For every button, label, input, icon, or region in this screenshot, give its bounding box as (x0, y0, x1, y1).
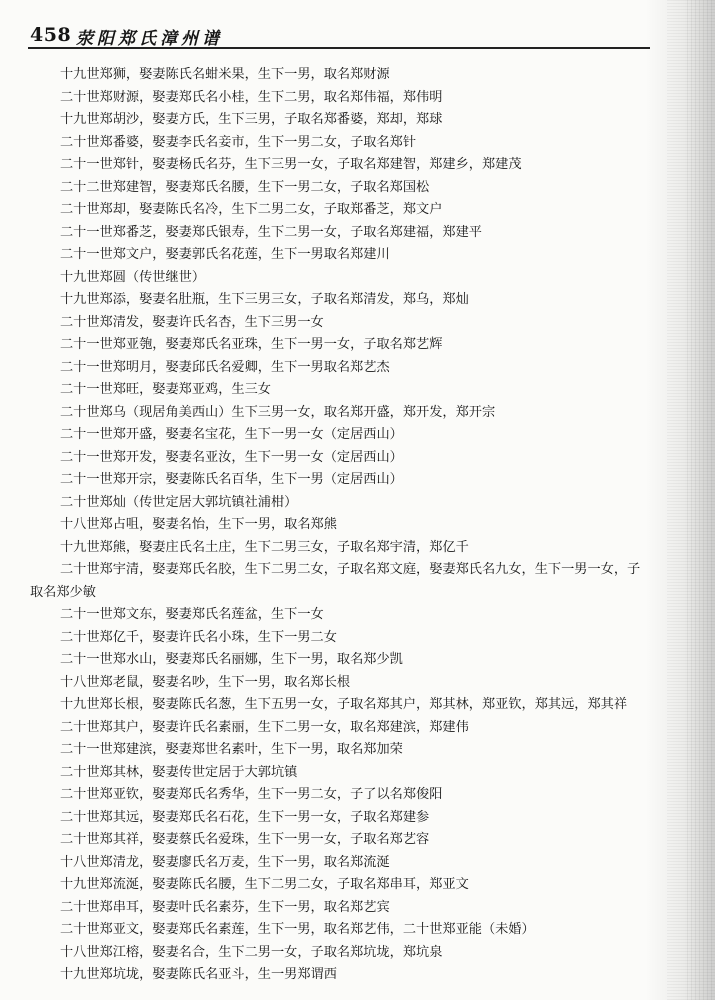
genealogy-entry: 二十世郑灿（传世定居大郭坑镇社浦柑） (60, 494, 298, 510)
genealogy-entry: 二十一世郑针，娶妻杨氏名芬，生下三男一女，子取名郑建智，郑建乡，郑建茂 (60, 157, 522, 172)
genealogy-entry: 二十一世郑文户，娶妻郭氏名花莲，生下一男取名郑建川 (60, 247, 390, 262)
genealogy-entry: 二十一世郑开盛，娶妻名宝花，生下一男一女（定居西山） (60, 427, 403, 442)
genealogy-entry: 十八世郑老鼠，娶妻名吵，生下一男，取名郑长根 (60, 674, 351, 690)
genealogy-entry: 十八世郑占咀，娶妻名怡，生下一男，取名郑熊 (60, 517, 337, 532)
genealogy-entry: 二十一世郑明月，娶妻邱氏名爱卿，生下一男取名郑艺杰 (60, 359, 390, 375)
header-rule (28, 47, 650, 49)
genealogy-entry: 二十世郑串耳，娶妻叶氏名素芬，生下一男，取名郑艺宾 (60, 899, 390, 915)
genealogy-entry: 二十世郑亿千，娶妻许氏名小珠，生下一男二女 (60, 629, 337, 645)
genealogy-entry: 十九世郑圆（传世继世） (60, 269, 206, 285)
genealogy-entry: 二十世郑财源，娶妻郑氏名小桂，生下二男，取名郑伟福，郑伟明 (60, 89, 443, 105)
genealogy-entry: 二十世郑宇清，娶妻郑氏名胶，生下二男二女，子取名郑文庭，娶妻郑氏名九女，生下一男一女，子 (60, 562, 641, 577)
genealogy-entry: 十九世郑胡沙，娶妻方氏，生下三男，子取名郑番婆，郑却，郑球 (60, 112, 443, 127)
genealogy-entry: 二十世郑其户，娶妻许氏名素丽，生下二男一女，取名郑建滨，郑建伟 (60, 719, 469, 735)
genealogy-entry: 十九世郑熊，娶妻庄氏名土庄，生下二男三女，子取名郑宇清，郑亿千 (60, 539, 469, 555)
genealogy-entry: 二十世郑其祥，娶妻蔡氏名爱珠，生下一男一女，子取名郑艺容 (60, 832, 430, 847)
genealogy-entry: 二十世郑亚钦，娶妻郑氏名秀华，生下一男二女，子了以名郑俊阳 (60, 787, 443, 802)
genealogy-entry: 二十世郑清发，娶妻许氏名杏，生下三男一女 (60, 314, 324, 330)
genealogy-entry: 二十世郑其远，娶妻郑氏名石花，生下一男一女，子取名郑建参 (60, 809, 430, 825)
genealogy-entry: 十八世郑清龙，娶妻廖氏名万麦，生下一男，取名郑流涎 (60, 854, 390, 870)
genealogy-entry: 二十一世郑文东，娶妻郑氏名莲盆，生下一女 (60, 607, 324, 622)
genealogy-entry: 二十一世郑亚匏，娶妻郑氏名亚珠，生下一男一女，子取名郑艺辉 (60, 337, 443, 352)
genealogy-entry: 十九世郑狮，娶妻陈氏名蚶米果，生下一男，取名郑财源 (60, 67, 390, 82)
genealogy-entry: 二十一世郑开宗，娶妻陈氏名百华，生下一男（定居西山） (60, 472, 403, 487)
genealogy-entry: 二十一世郑开发，娶妻名亚汝，生下一男一女（定居西山） (60, 449, 403, 465)
genealogy-entry: 二十一世郑番芝，娶妻郑氏银寿，生下二男一女，子取名郑建福，郑建平 (60, 224, 482, 240)
genealogy-entry: 二十世郑却，娶妻陈氏名冷，生下二男二女，子取郑番芝，郑文户 (60, 202, 443, 217)
page-number: 458 (30, 24, 72, 46)
genealogy-entry: 十九世郑长根，娶妻陈氏名葱，生下五男一女，子取名郑其户，郑其林，郑亚钦，郑其远，郑其祥 (60, 697, 628, 712)
genealogy-entry: 二十世郑番婆，娶妻李氏名妾市，生下一男二女，子取名郑针 (60, 134, 417, 150)
genealogy-entry: 二十世郑亚文，娶妻郑氏名素莲，生下一男，取名郑艺伟，二十世郑亚能（未婚） (60, 922, 535, 937)
genealogy-entry: 十九世郑添，娶妻名肚瓶，生下三男三女，子取名郑清发，郑乌，郑灿 (60, 292, 469, 307)
genealogy-entry: 二十二世郑建智，娶妻郑氏名腰，生下一男二女，子取名郑国松 (60, 179, 430, 195)
genealogy-entry: 二十一世郑水山，娶妻郑氏名丽娜，生下一男，取名郑少凯 (60, 652, 403, 667)
genealogy-entry: 二十世郑乌（现居角美西山）生下三男一女，取名郑开盛，郑开发，郑开宗 (60, 404, 496, 420)
genealogy-entry: 十九世郑流涎，娶妻陈氏名腰，生下二男二女，子取名郑串耳，郑亚文 (60, 877, 469, 892)
genealogy-entry: 二十一世郑旺，娶妻郑亚鸡，生三女 (60, 382, 271, 397)
genealogy-entry: 十九世郑坑垅，娶妻陈氏名亚斗，生一男郑谓西 (60, 967, 337, 982)
genealogy-entry: 二十一世郑建滨，娶妻郑世名素叶，生下一男，取名郑加荣 (60, 742, 403, 757)
book-title: 荥阳郑氏漳州谱 (76, 29, 223, 49)
continuation-line: 取名郑少敏 (30, 584, 96, 600)
genealogy-entry: 十八世郑江榕，娶妻名合，生下二男一女，子取名郑坑垅，郑坑泉 (60, 944, 443, 960)
genealogy-entry: 二十世郑其林，娶妻传世定居于大郭坑镇 (60, 764, 298, 780)
page-header (0, 0, 715, 52)
